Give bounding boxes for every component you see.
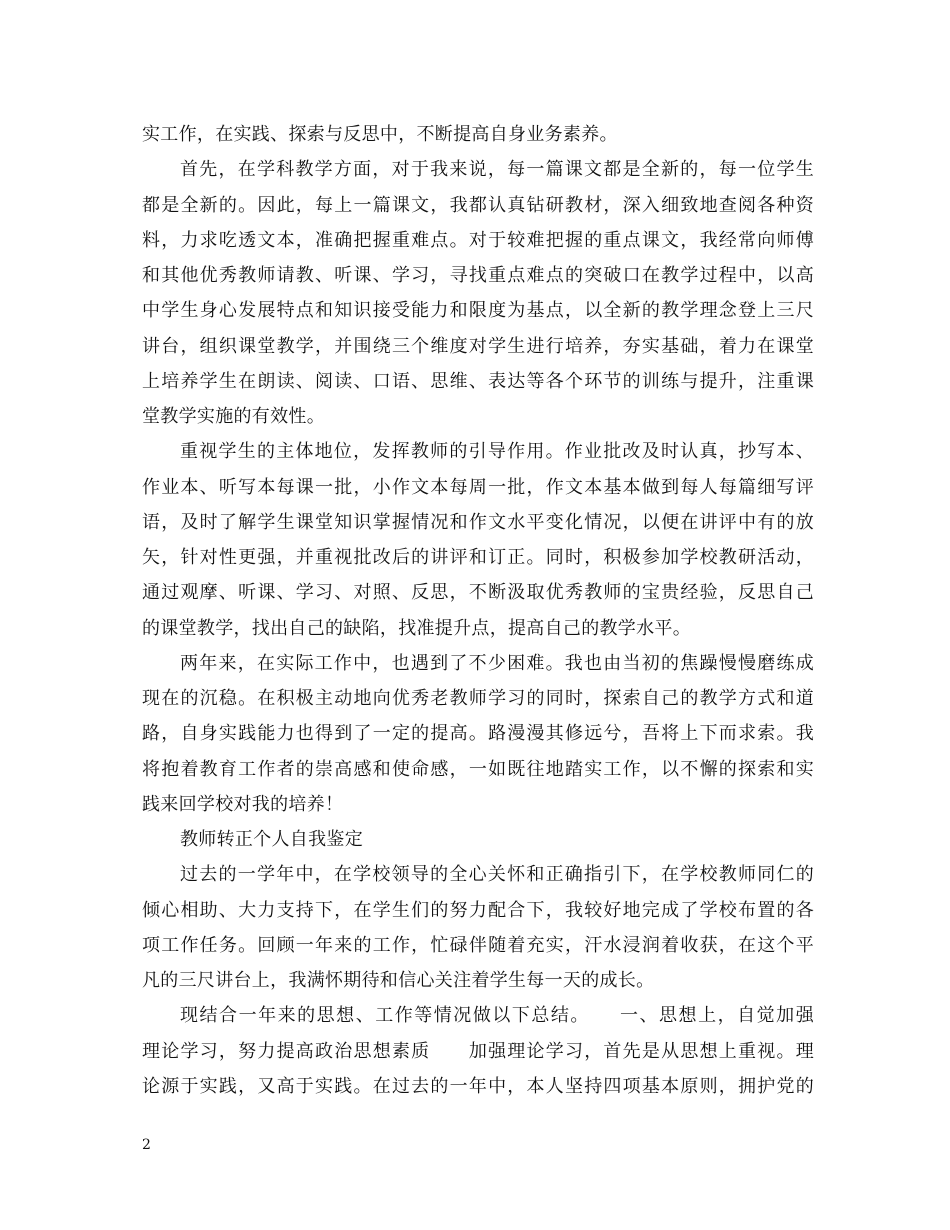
text-line: 作业本、听写本每课一批，小作文本每周一批，作文本基本做到每人每篇细写评 xyxy=(142,476,814,498)
text-line: 堂教学实施的有效性。 xyxy=(142,406,325,427)
body-text xyxy=(142,117,814,1104)
text-line: 中学生身心发展特点和知识接受能力和限度为基点，以全新的教学理念登上三尺 xyxy=(142,300,814,322)
text-line: 项工作任务。回顾一年来的工作，忙碌伴随着充实，汗水浸润着收获，在这个平 xyxy=(142,934,814,956)
text-line: 教师转正个人自我鉴定 xyxy=(180,829,363,850)
text-line: 过去的一学年中，在学校领导的全心关怀和正确指引下，在学校教师同仁的 xyxy=(180,864,814,886)
text-line: 讲台，组织课堂教学，并围绕三个维度对学生进行培养，夯实基础，着力在课堂 xyxy=(142,335,814,357)
text-line: 语，及时了解学生课堂知识掌握情况和作文水平变化情况，以便在讲评中有的放 xyxy=(142,511,814,533)
text-line: 倾心相助、大力支持下，在学生们的努力配合下，我较好地完成了学校布置的各 xyxy=(142,899,814,921)
text-line: 矢，针对性更强，并重视批改后的讲评和订正。同时，积极参加学校教研活动， xyxy=(142,547,814,568)
text-line: 实工作，在实践、探索与反思中，不断提高自身业务素养。 xyxy=(142,124,618,145)
page-number: 2 xyxy=(142,1137,151,1153)
text-line: 两年来，在实际工作中，也遇到了不少困难。我也由当初的焦躁慢慢磨练成 xyxy=(180,652,814,674)
text-line: 理论学习，努力提高政治思想素质 加强理论学习，首先是从思想上重视。理 xyxy=(142,1040,814,1062)
text-line: 的课堂教学，找出自己的缺陷，找准提升点，提高自己的教学水平。 xyxy=(142,617,691,639)
text-line: 通过观摩、听课、学习、对照、反思，不断汲取优秀教师的宝贵经验，反思自己 xyxy=(142,582,814,604)
text-line: 料，力求吃透文本，准确把握重难点。对于较难把握的重点课文，我经常向师傅 xyxy=(142,229,814,251)
text-line: 上培养学生在朗读、阅读、口语、思维、表达等各个环节的训练与提升，注重课 xyxy=(142,370,814,392)
text-line: 首先，在学科教学方面，对于我来说，每一篇课文都是全新的，每一位学生 xyxy=(180,159,814,181)
text-line: 重视学生的主体地位，发挥教师的引导作用。作业批改及时认真，抄写本、 xyxy=(180,441,814,463)
text-line: 都是全新的。因此，每上一篇课文，我都认真钻研教材，深入细致地查阅各种资 xyxy=(142,194,814,216)
text-line: 和其他优秀教师请教、听课、学习，寻找重点难点的突破口在教学过程中，以高 xyxy=(142,265,814,286)
text-line: 凡的三尺讲台上，我满怀期待和信心关注着学生每一天的成长。 xyxy=(142,970,655,991)
text-line: 将抱着教育工作者的崇高感和使命感，一如既往地踏实工作，以不懈的探索和实 xyxy=(142,758,814,780)
text-line: 现在的沉稳。在积极主动地向优秀老教师学习的同时，探索自己的教学方式和道 xyxy=(142,688,814,709)
text-line: 践来回学校对我的培养！ xyxy=(142,793,344,815)
text-line: 现结合一年来的思想、工作等情况做以下总结。 一、思想上，自觉加强 xyxy=(180,1005,814,1027)
text-line: 路，自身实践能力也得到了一定的提高。路漫漫其修远兮，吾将上下而求索。我 xyxy=(142,723,814,745)
text-line: 论源于实践，又高于实践。在过去的一年中，本人坚持四项基本原则，拥护党的 xyxy=(142,1075,814,1097)
